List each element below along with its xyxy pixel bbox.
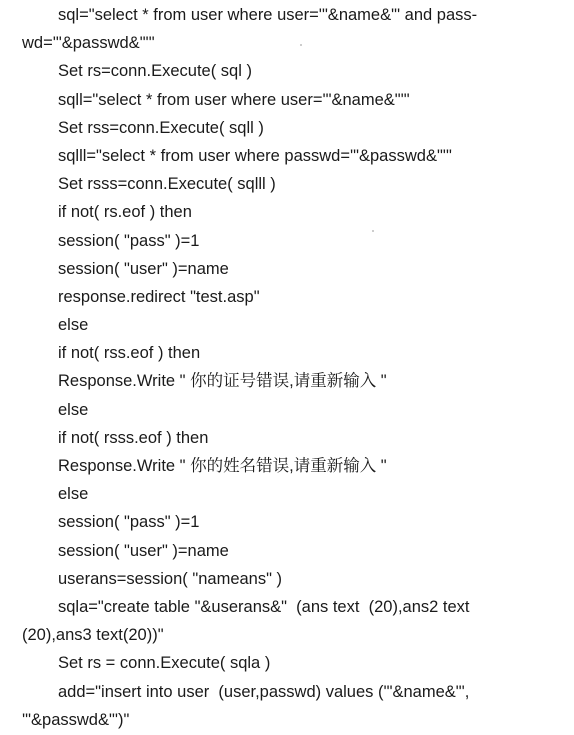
code-line-else: else	[58, 485, 89, 504]
code-line-if-rss: if not( rss.eof ) then	[58, 344, 201, 363]
code-line-write-name-error: Response.Write " 你的姓名错误,请重新输入 "	[58, 457, 387, 475]
code-line-add: add="insert into user (user,passwd) values ('"&name&"',	[58, 682, 470, 701]
code-line-else: else	[58, 400, 89, 419]
code-line-else: else	[58, 316, 89, 335]
scan-speck	[300, 44, 302, 46]
code-line-sql: sql="select * from user where user='"&name&"' and pass-	[58, 6, 478, 24]
code-line-sqll: sqll="select * from user where user='"&name&"'"	[58, 90, 410, 109]
code-line-write-id-error: Response.Write " 你的证号错误,请重新输入 "	[58, 372, 387, 391]
code-line-session-pass: session( "pass" )=1	[58, 513, 200, 532]
code-line-set-rsss: Set rsss=conn.Execute( sqlll )	[58, 175, 276, 194]
code-line-sqla: sqla="create table "&userans&" (ans text (20),ans2 text	[58, 597, 470, 616]
code-line-set-rss: Set rss=conn.Execute( sqll )	[58, 118, 264, 137]
code-line-sql-continued: wd='"&passwd&"'"	[22, 34, 155, 53]
code-line-redirect: response.redirect "test.asp"	[58, 287, 260, 306]
code-line-set-rs-sqla: Set rs = conn.Execute( sqla )	[58, 654, 271, 673]
scan-speck	[372, 230, 374, 232]
code-line-set-rs: Set rs=conn.Execute( sql )	[58, 62, 252, 81]
code-line-if-rsss: if not( rsss.eof ) then	[58, 428, 209, 447]
code-line-session-user: session( "user" )=name	[58, 259, 229, 278]
code-line-if-rs: if not( rs.eof ) then	[58, 203, 192, 222]
code-line-add-continued: '"&passwd&"')"	[22, 710, 130, 729]
code-line-session-user: session( "user" )=name	[58, 541, 229, 560]
code-line-userans: userans=session( "nameans" )	[58, 569, 283, 588]
code-line-sqlll: sqlll="select * from user where passwd='"&passwd&"'"	[58, 146, 452, 165]
code-line-sqla-continued: (20),ans3 text(20))"	[22, 626, 164, 645]
code-line-session-pass: session( "pass" )=1	[58, 231, 200, 250]
